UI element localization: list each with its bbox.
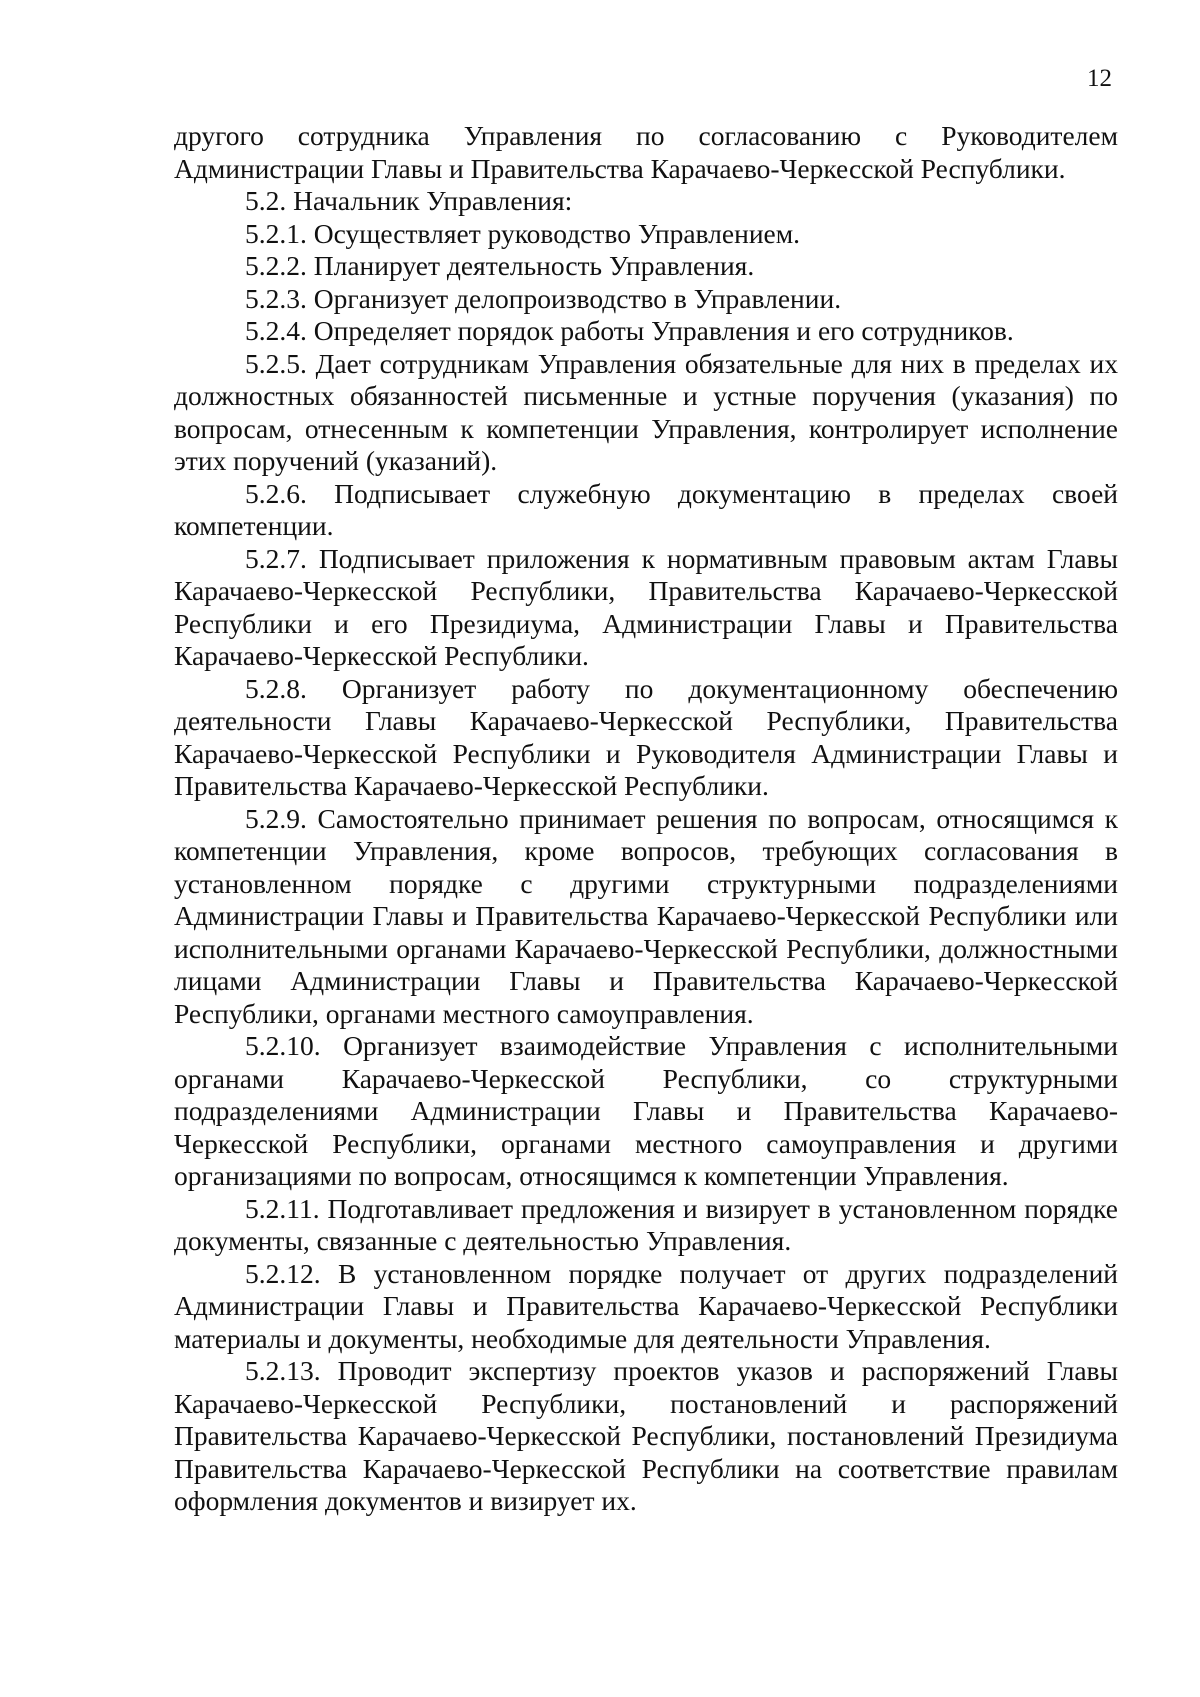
paragraph-5-2: 5.2. Начальник Управления: bbox=[245, 185, 573, 216]
page-number: 12 bbox=[1087, 65, 1112, 92]
paragraph-5-2-2: 5.2.2. Планирует деятельность Управления. bbox=[245, 250, 755, 281]
paragraph-5-2-6: 5.2.6. Подписывает служебную документацию в пределах своей компетенции. bbox=[174, 477, 1118, 541]
paragraph-continuation: другого сотрудника Управления по согласованию с Руководителем Администрации Главы и Правительства Карачаево-Черкесской Республики. bbox=[174, 120, 1118, 184]
document-body bbox=[174, 120, 1118, 1518]
paragraph-5-2-1: 5.2.1. Осуществляет руководство Управлением. bbox=[245, 217, 801, 249]
paragraph-5-2-4: 5.2.4. Определяет порядок работы Управления и его сотрудников. bbox=[245, 315, 1014, 346]
paragraph-5-2-12: 5.2.12. В установленном порядке получает от других подразделений Администрации Главы и Правительства Карачаево-Черкесской Республики материалы и документы, необходимые для деятельности Управления. bbox=[174, 1257, 1118, 1354]
paragraph-5-2-3: 5.2.3. Организует делопроизводство в Управлении. bbox=[245, 282, 842, 314]
paragraph-5-2-5: 5.2.5. Дает сотрудникам Управления обязательные для них в пределах их должностных обязанностей письменные и устные поручения (указания) по вопросам, отнесенным к компетенции Управления, контролирует исполнение этих поручений (указаний). bbox=[174, 347, 1118, 476]
paragraph-5-2-13: 5.2.13. Проводит экспертизу проектов указов и распоряжений Главы Карачаево-Черкесской Республики, постановлений и распоряжений Правительства Карачаево-Черкесской Республики, постановлений Президиума Правительства Карачаево-Черкесской Республики на соответствие правилам оформления документов и визирует их. bbox=[174, 1355, 1118, 1516]
paragraph-5-2-11: 5.2.11. Подготавливает предложения и визирует в установленном порядке документы, связанные с деятельностью Управления. bbox=[174, 1192, 1118, 1256]
paragraph-5-2-10: 5.2.10. Организует взаимодействие Управления с исполнительными органами Карачаево-Черкесской Республики, со структурными подразделениями Администрации Главы и Правительства Карачаево-Черкесской Республики, органами местного самоуправления и другими организациями по вопросам, относящимся к компетенции Управления. bbox=[174, 1030, 1118, 1191]
paragraph-5-2-8: 5.2.8. Организует работу по документационному обеспечению деятельности Главы Карачаево-Черкесской Республики, Правительства Карачаево-Черкесской Республики и Руководителя Администрации Главы и Правительства Карачаево-Черкесской Республики. bbox=[174, 672, 1118, 801]
paragraph-5-2-9: 5.2.9. Самостоятельно принимает решения по вопросам, относящимся к компетенции Управления, кроме вопросов, требующих согласования в установленном порядке с другими структурными подразделениями Администрации Главы и Правительства Карачаево-Черкесской Республики или исполнительными органами Карачаево-Черкесской Республики, должностными лицами Администрации Главы и Правительства Карачаево-Черкесской Республики, органами местного самоуправления. bbox=[174, 802, 1118, 1029]
paragraph-5-2-7: 5.2.7. Подписывает приложения к нормативным правовым актам Главы Карачаево-Черкесской Республики, Правительства Карачаево-Черкесской Республики и его Президиума, Администрации Главы и Правительства Карачаево-Черкесской Республики. bbox=[174, 542, 1118, 671]
